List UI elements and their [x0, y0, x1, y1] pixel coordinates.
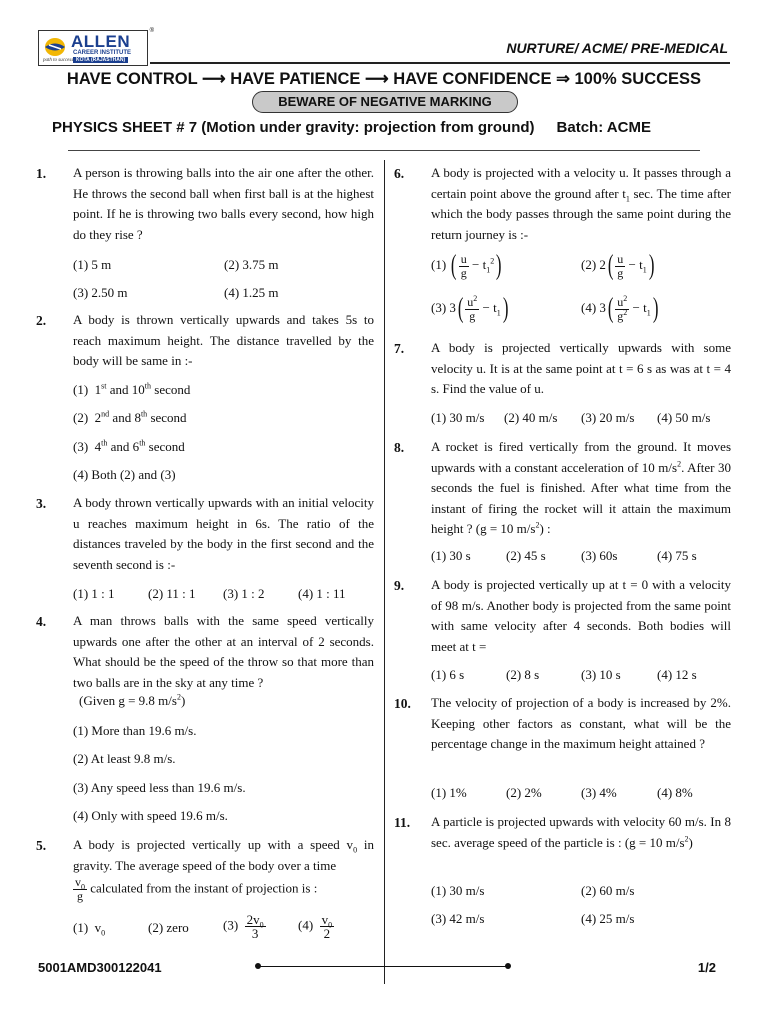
- question-text: A body is thrown vertically upwards and takes 5s to reach maximum height. The distance travelled by the body will be same in :-: [73, 312, 374, 369]
- question-text-b: in gravity. The average speed of the body over a time: [73, 837, 374, 873]
- option-1[interactable]: (1) 30 s: [431, 548, 471, 563]
- motto: HAVE CONTROL ⟶ HAVE PATIENCE ⟶ HAVE CONFIDENCE ⇒ 100% SUCCESS: [66, 70, 702, 88]
- ordinal: st: [101, 381, 107, 391]
- logo-location: KOTA (RAJASTHAN): [73, 57, 128, 63]
- question-number: 5.: [36, 838, 47, 853]
- option-2[interactable]: (2) 40 m/s: [504, 410, 558, 425]
- question-text: A body is projected vertically up at t = 0 with a velocity of 98 m/s. Another body is projected from the same point with same velocity after 4 seconds. Both bodies will meet at t =: [431, 577, 731, 654]
- ordinal: th: [140, 409, 148, 419]
- sheet-title: [52, 119, 651, 136]
- fraction-u2-over-g2: $\frac{u^2}{g^2}$: [617, 293, 628, 323]
- question-text-c: calculated from the instant of projection is :: [90, 880, 318, 896]
- option-label: (3): [431, 299, 447, 315]
- option-4[interactable]: (4) Both (2) and (3): [73, 467, 176, 482]
- document-code: 5001AMD300122041: [38, 960, 162, 975]
- option-3[interactable]: (3) 10 s: [581, 667, 621, 682]
- question-text-a: A body is projected vertically up with a speed v: [73, 837, 354, 852]
- option-3[interactable]: (3) 4%: [581, 785, 617, 800]
- option-4[interactable]: (4) 12 s: [657, 667, 697, 682]
- question-text: A person is throwing balls into the air one after the other. He throws the second ball when first ball is at the highest point. If he is throwing two balls every second, how high do they rise ?: [73, 165, 374, 242]
- ordinal: th: [101, 438, 108, 448]
- option-3[interactable]: [73, 439, 185, 455]
- option-text: second: [150, 410, 187, 425]
- option-1[interactable]: (1) 30 m/s: [431, 410, 485, 425]
- option-4[interactable]: (4) 25 m/s: [581, 911, 635, 926]
- ordinal: nd: [101, 409, 110, 419]
- option-label: (4): [298, 917, 314, 933]
- question-text: A body is projected with a velocity u. It passes through a certain point above the ground after $t_1$ sec. The time after which the body passes through the same point during the return journey is :-: [431, 165, 731, 242]
- option-label: (2): [73, 410, 89, 425]
- logo-brand: ALLEN: [71, 32, 131, 51]
- negative-marking-badge: BEWARE OF NEGATIVE MARKING: [252, 91, 518, 113]
- question-text-b: . After 30 seconds the fuel is finished. After what time from the instant of firing the rocket will it attain the maximum height ? (g = 10 m/s: [431, 459, 731, 537]
- question-text: A man throws balls with the same speed vertically upwards one after the other at an interval of 2 seconds. What should be the speed of the throw so that more than two balls are in the sky at any time ?: [73, 613, 374, 690]
- option-1[interactable]: (1) $v_0$: [73, 920, 106, 938]
- footer-dot-right: [505, 963, 511, 969]
- question-text: A body is projected vertically upwards with some velocity u. It is at the same point at t = 6 s as was at t = 4 s. Find the value of u.: [431, 340, 731, 397]
- option-2[interactable]: (2) 11 : 1: [148, 586, 196, 601]
- option-text: 4: [94, 439, 102, 454]
- option-4[interactable]: (4) 50 m/s: [657, 410, 711, 425]
- batch-label: Batch: ACME: [556, 119, 651, 136]
- given-text: (Given g = 9.8 m/s: [79, 693, 177, 708]
- question-number: 11.: [394, 815, 411, 830]
- given-note: (Given g = 9.8 $m/s^2$): [79, 692, 186, 708]
- registered-mark: ®: [149, 28, 154, 34]
- option-text: 2: [94, 410, 102, 425]
- option-1[interactable]: (1) 6 s: [431, 667, 465, 682]
- fraction-v0-over-g: $\frac{v_0}{g}$: [75, 875, 85, 903]
- question-text: A particle is projected upwards with velocity 60 m/s. In 8 sec. average speed of the particle is : (g = 10 $m/s^2$): [431, 814, 731, 850]
- option-3[interactable]: (3) 60s: [581, 548, 618, 563]
- title-rule: [68, 150, 700, 151]
- question-number: 10.: [394, 696, 411, 711]
- question-text: A body thrown vertically upwards with an initial velocity u reaches maximum height in 6s. The ratio of the distances traveled by the body in the first second and the seventh second is :-: [73, 495, 374, 572]
- option-4[interactable]: (4) 3( $\frac{u^2}{g^2}$ − $t_1$): [581, 293, 659, 324]
- option-text: 1: [94, 382, 102, 397]
- program-label: NURTURE/ ACME/ PRE-MEDICAL: [506, 40, 728, 56]
- question-text: The velocity of projection of a body is increased by 2%. Keeping other factors as constant, what will be the percentage change in the maximum height attained ?: [431, 695, 731, 752]
- option-text: second: [148, 439, 185, 454]
- option-2[interactable]: [73, 410, 187, 426]
- option-4[interactable]: (4) 1 : 11: [298, 586, 346, 601]
- option-label: (3): [73, 439, 89, 454]
- logo-globe-icon: [43, 36, 67, 58]
- question-text-b: ): [688, 834, 693, 850]
- option-label: (2): [581, 256, 597, 272]
- option-label: (3): [223, 917, 239, 933]
- option-2[interactable]: (2) 45 s: [506, 548, 546, 563]
- option-3[interactable]: (3) 2.50 m: [73, 285, 128, 300]
- option-label: (1): [73, 382, 89, 397]
- sheet-title-text: PHYSICS SHEET # 7 (Motion under gravity: projection from ground): [52, 119, 535, 136]
- column-divider: [384, 160, 385, 984]
- option-label: (1): [73, 920, 89, 935]
- option-2[interactable]: (2) 2( $\frac{u}{g}$ − $t_1$): [581, 250, 655, 281]
- option-3[interactable]: (3) 20 m/s: [581, 410, 635, 425]
- option-1[interactable]: [73, 382, 190, 398]
- question-text-a: A particle is projected upwards with velocity 60 m/s. In 8 sec. average speed of the particle is : (g = 10 m/s: [431, 814, 731, 850]
- footer-rule: [258, 966, 508, 967]
- option-1[interactable]: (1) ( $\frac{u}{g}$ − $t_1^2$): [431, 250, 502, 281]
- question-text-b: sec. The time after which the body passes through the same point during the return journey is :-: [431, 185, 731, 242]
- logo-tagline: path to success: [43, 58, 74, 63]
- option-4[interactable]: (4) 1.25 m: [224, 285, 279, 300]
- question-number: 2.: [36, 313, 47, 328]
- option-text: second: [154, 382, 191, 397]
- option-label: (1): [431, 256, 447, 272]
- option-1[interactable]: (1) 30 m/s: [431, 883, 485, 898]
- option-1[interactable]: (1) 1 : 1: [73, 586, 115, 601]
- option-2[interactable]: (2) 8 s: [506, 667, 540, 682]
- logo-subtitle: CAREER INSTITUTE: [73, 50, 132, 56]
- fraction: $\frac{2v_0}{3}$: [246, 912, 264, 941]
- header-rule: [150, 62, 730, 64]
- question-number: 7.: [394, 341, 405, 356]
- option-label: (4): [581, 299, 597, 315]
- question-text-a: A body is projected with a velocity u. It passes through a certain point above the ground after t: [431, 165, 731, 201]
- question-number: 3.: [36, 496, 47, 511]
- fraction-u2-over-g: $\frac{u^2}{g}$: [467, 293, 478, 323]
- question-text: A body is projected vertically up with a speed $v_0$ in gravity. The average speed of the body over a time: [73, 837, 374, 873]
- option-4[interactable]: [298, 913, 334, 940]
- option-2[interactable]: (2) 3.75 m: [224, 257, 279, 272]
- option-4[interactable]: (4) 8%: [657, 785, 693, 800]
- option-2[interactable]: (2) 2%: [506, 785, 542, 800]
- option-2[interactable]: (2) zero: [148, 920, 189, 935]
- question-number: 8.: [394, 440, 405, 455]
- allen-logo: [38, 28, 154, 66]
- option-text: and 8: [112, 410, 141, 425]
- fraction-u-over-g: $\frac{u}{g}$: [460, 251, 467, 280]
- option-1[interactable]: (1) 1%: [431, 785, 467, 800]
- question-text: A rocket is fired vertically from the ground. It moves upwards with a constant acceleration of 10 $m/s^2$. After 30 seconds the fuel is finished. After what time from the instant of firing the rocket will it attain the maximum height ? (g = 10 $m/s^2$) :: [431, 439, 731, 537]
- ordinal: th: [144, 381, 152, 391]
- option-3[interactable]: (3) 3( $\frac{u^2}{g}$ − $t_1$): [431, 293, 509, 324]
- option-3[interactable]: (3) 42 m/s: [431, 911, 485, 926]
- option-3[interactable]: (3) 1 : 2: [223, 586, 265, 601]
- fraction: $\frac{v_0}{2}$: [321, 912, 333, 941]
- footer-dot-left: [255, 963, 261, 969]
- question-text-c: ) :: [539, 521, 551, 537]
- question-number: 4.: [36, 614, 47, 629]
- ordinal: th: [139, 438, 146, 448]
- option-3[interactable]: (3) Any speed less than 19.6 m/s.: [73, 780, 246, 795]
- option-3[interactable]: [223, 913, 266, 940]
- option-2[interactable]: (2) At least 9.8 m/s.: [73, 751, 176, 766]
- page-number: 1/2: [697, 960, 716, 975]
- question-text-cont: [73, 876, 317, 903]
- fraction-u-over-g: $\frac{u}{g}$: [617, 251, 624, 280]
- option-text: and 6: [110, 439, 140, 454]
- question-number: 6.: [394, 166, 405, 181]
- question-number: 9.: [394, 578, 405, 593]
- option-1[interactable]: (1) More than 19.6 m/s.: [73, 723, 197, 738]
- option-4[interactable]: (4) 75 s: [657, 548, 697, 563]
- option-4[interactable]: (4) Only with speed 19.6 m/s.: [73, 808, 228, 823]
- question-number: 1.: [36, 166, 47, 181]
- option-1[interactable]: (1) 5 m: [73, 257, 112, 272]
- option-2[interactable]: (2) 60 m/s: [581, 883, 635, 898]
- question-text-a: A rocket is fired vertically from the ground. It moves upwards with a constant acceleration of 10 m/s: [431, 439, 731, 475]
- option-text: and 10: [109, 382, 145, 397]
